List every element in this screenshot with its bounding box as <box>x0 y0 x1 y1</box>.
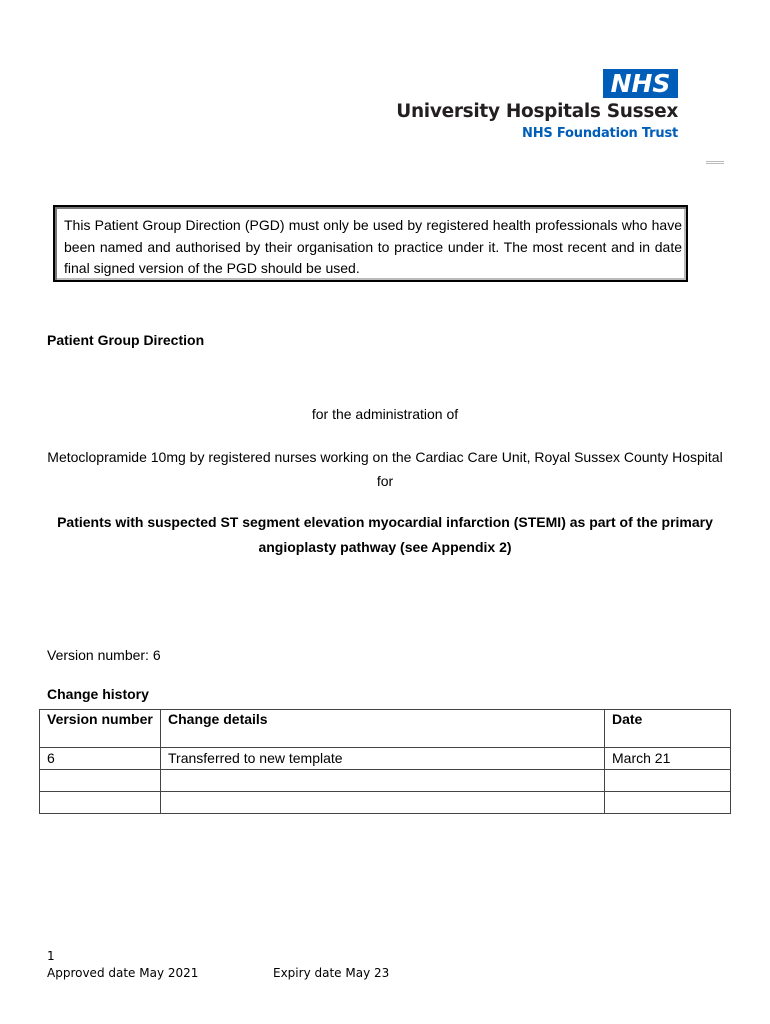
document-heading: Patient Group Direction <box>47 332 205 348</box>
table-row <box>40 770 731 792</box>
table-row <box>40 792 731 814</box>
org-subtitle: NHS Foundation Trust <box>522 126 678 141</box>
table-cell <box>605 770 731 792</box>
page-number: 1 <box>47 949 55 963</box>
column-header: Date <box>605 710 731 748</box>
table-cell <box>161 770 605 792</box>
column-header: Version number <box>40 710 161 748</box>
table-cell: 6 <box>40 748 161 770</box>
patients-line: Patients with suspected ST segment elevation myocardial infarction (STEMI) as part of the primary angioplasty pathway (see Appendix 2) <box>57 514 713 555</box>
table-cell <box>161 792 605 814</box>
table-header-row <box>40 710 731 748</box>
notice-box <box>53 205 688 282</box>
reference-mark <box>706 161 724 165</box>
table-cell: Transferred to new template <box>161 748 605 770</box>
notice-text: This Patient Group Direction (PGD) must only be used by registered health professionals who have been named and authorised by their organisation to practice under it. The most recent and in date final signed version of the PGD should be used. <box>64 217 682 276</box>
org-name: University Hospitals Sussex <box>396 101 678 122</box>
table-cell <box>40 770 161 792</box>
table-cell <box>605 792 731 814</box>
version-number: Version number: 6 <box>47 647 161 663</box>
administration-line: for the administration of <box>311 406 459 422</box>
table-cell <box>40 792 161 814</box>
approved-date: Approved date May 2021 <box>47 966 199 980</box>
nhs-logo-badge: NHS <box>603 69 678 98</box>
table-row <box>40 748 731 770</box>
drug-line: Metoclopramide 10mg by registered nurses working on the Cardiac Care Unit, Royal Sussex County Hospital for <box>47 449 723 489</box>
change-history-table <box>39 709 731 814</box>
change-history-title: Change history <box>47 686 149 702</box>
column-header: Change details <box>161 710 605 748</box>
table-cell: March 21 <box>605 748 731 770</box>
expiry-date: Expiry date May 23 <box>273 966 390 980</box>
